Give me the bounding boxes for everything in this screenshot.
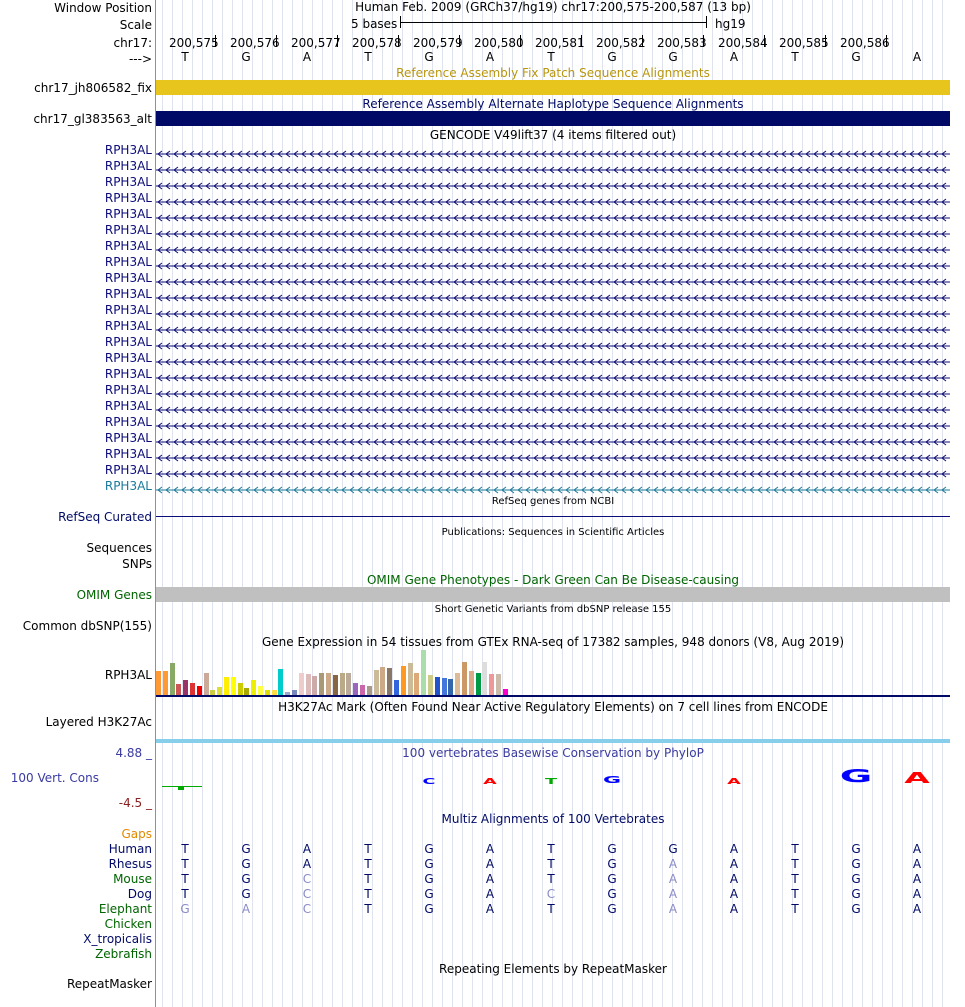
reference-base: G — [241, 50, 251, 64]
gtex-tissue-bar[interactable] — [367, 686, 372, 695]
reference-base: T — [791, 50, 799, 64]
ruler-position-label: 200,578 — [352, 36, 402, 50]
multiz-aligned-base: A — [485, 902, 495, 916]
multiz-aligned-base: C — [302, 902, 312, 916]
gtex-tissue-bar[interactable] — [455, 673, 460, 695]
refseq-title: RefSeq genes from NCBI — [491, 496, 615, 507]
multiz-aligned-base: T — [181, 872, 189, 886]
multiz-species-label[interactable]: Zebrafish — [95, 947, 152, 961]
fix-patch-title: Reference Assembly Fix Patch Sequence Alignments — [396, 66, 710, 80]
gencode-item-label[interactable]: RPH3AL — [104, 383, 152, 397]
ruler-position-label: 200,585 — [779, 36, 829, 50]
gencode-item-label[interactable]: RPH3AL — [104, 367, 152, 381]
gencode-item-label[interactable]: RPH3AL — [104, 447, 152, 461]
gencode-item-label[interactable]: RPH3AL — [104, 207, 152, 221]
gtex-tissue-bar[interactable] — [414, 673, 419, 695]
multiz-aligned-base: G — [180, 902, 190, 916]
gtex-tissue-bar[interactable] — [224, 677, 229, 695]
ruler-position-label: 200,582 — [596, 36, 646, 50]
gtex-tissue-bar[interactable] — [380, 667, 385, 695]
phylop-title: 100 vertebrates Basewise Conservation by PhyloP — [402, 746, 704, 760]
multiz-aligned-base: T — [547, 902, 555, 916]
gtex-tissue-bar[interactable] — [156, 671, 161, 695]
multiz-aligned-base: T — [547, 842, 555, 856]
gtex-tissue-bar[interactable] — [448, 679, 453, 695]
publications-label-sequences[interactable]: Sequences — [86, 541, 152, 555]
strand-label: ---> — [128, 52, 152, 66]
multiz-aligned-base: A — [302, 857, 312, 871]
db-label: hg19 — [715, 17, 746, 31]
multiz-aligned-base: G — [851, 857, 861, 871]
multiz-aligned-base: C — [302, 872, 312, 886]
phylop-base-letter: A — [727, 777, 741, 786]
phylop-base-letter: A — [904, 769, 930, 787]
gencode-item-label[interactable]: RPH3AL — [104, 287, 152, 301]
multiz-aligned-base: G — [851, 887, 861, 901]
scale-bar-left-cap — [400, 16, 401, 28]
reference-base: G — [424, 50, 434, 64]
multiz-aligned-base: T — [791, 887, 799, 901]
multiz-aligned-base: A — [485, 842, 495, 856]
multiz-aligned-base: C — [546, 887, 556, 901]
gtex-tissue-bar[interactable] — [244, 688, 249, 695]
gencode-transcript-row[interactable] — [156, 147, 950, 155]
gencode-item-label[interactable]: RPH3AL — [104, 191, 152, 205]
multiz-aligned-base: G — [424, 902, 434, 916]
multiz-aligned-base: A — [668, 872, 678, 886]
multiz-aligned-base: G — [424, 857, 434, 871]
multiz-title: Multiz Alignments of 100 Vertebrates — [441, 812, 665, 826]
multiz-aligned-base: T — [791, 842, 799, 856]
multiz-aligned-base: T — [364, 887, 372, 901]
multiz-aligned-base: G — [424, 842, 434, 856]
ruler-position-label: 200,580 — [474, 36, 524, 50]
phylop-base-letter: C — [422, 777, 436, 786]
alt-haplotype-track-label[interactable]: chr17_gl383563_alt — [33, 112, 152, 126]
gencode-transcript-row[interactable] — [156, 483, 950, 491]
multiz-aligned-base: T — [181, 842, 189, 856]
multiz-aligned-base: G — [668, 842, 678, 856]
h3k27ac-title: H3K27Ac Mark (Often Found Near Active Regulatory Elements) on 7 cell lines from ENCODE — [278, 700, 828, 714]
multiz-aligned-base: A — [912, 857, 922, 871]
gencode-transcript-row[interactable] — [156, 211, 950, 219]
gtex-track-label[interactable]: RPH3AL — [104, 668, 152, 682]
scale-label: Scale — [119, 18, 152, 32]
multiz-aligned-base: C — [302, 887, 312, 901]
gtex-tissue-bar[interactable] — [428, 675, 433, 695]
phylop-base-letter: T — [544, 777, 558, 786]
reference-base: T — [181, 50, 189, 64]
gencode-transcript-row[interactable] — [156, 227, 950, 235]
reference-base: G — [851, 50, 861, 64]
gencode-title: GENCODE V49lift37 (4 items filtered out) — [429, 128, 677, 142]
multiz-aligned-base: A — [729, 887, 739, 901]
scale-text: 5 bases — [351, 17, 398, 31]
gencode-transcript-row[interactable] — [156, 371, 950, 379]
gencode-item-label[interactable]: RPH3AL — [104, 415, 152, 429]
gencode-item-label[interactable]: RPH3AL — [104, 431, 152, 445]
multiz-aligned-base: G — [607, 902, 617, 916]
gtex-tissue-bar[interactable] — [299, 673, 304, 695]
refseq-gene-line[interactable] — [156, 516, 950, 517]
multiz-species-label[interactable]: Elephant — [98, 902, 152, 916]
multiz-aligned-base: A — [729, 872, 739, 886]
gtex-tissue-bar[interactable] — [469, 671, 474, 695]
gencode-item-label[interactable]: RPH3AL — [104, 399, 152, 413]
reference-base: T — [547, 50, 555, 64]
multiz-aligned-base: T — [791, 872, 799, 886]
multiz-species-label[interactable]: Chicken — [104, 917, 152, 931]
multiz-aligned-base: A — [485, 857, 495, 871]
multiz-aligned-base: A — [912, 872, 922, 886]
gtex-tissue-bar[interactable] — [312, 676, 317, 695]
fix-patch-track-label[interactable]: chr17_jh806582_fix — [34, 81, 152, 95]
gtex-title: Gene Expression in 54 tissues from GTEx RNA-seq of 17382 samples, 948 donors (V8, Aug 2019) — [261, 635, 845, 649]
gtex-tissue-bar[interactable] — [217, 687, 222, 695]
multiz-aligned-base: T — [364, 872, 372, 886]
gtex-tissue-bar[interactable] — [258, 686, 263, 695]
gencode-transcript-row[interactable] — [156, 387, 950, 395]
gencode-item-label[interactable]: RPH3AL — [104, 463, 152, 477]
multiz-aligned-base: T — [547, 872, 555, 886]
reference-base: A — [302, 50, 312, 64]
ruler-position-label: 200,577 — [291, 36, 341, 50]
multiz-aligned-base: G — [241, 872, 251, 886]
multiz-species-label[interactable]: Dog — [127, 887, 152, 901]
multiz-aligned-base: A — [912, 887, 922, 901]
window-position-label: Window Position — [54, 1, 152, 15]
gtex-tissue-bar[interactable] — [408, 663, 413, 695]
multiz-aligned-base: A — [302, 842, 312, 856]
multiz-aligned-base: A — [668, 857, 678, 871]
multiz-aligned-base: T — [181, 887, 189, 901]
gencode-transcript-row[interactable] — [156, 243, 950, 251]
multiz-aligned-base: G — [424, 872, 434, 886]
gencode-transcript-row[interactable] — [156, 451, 950, 459]
repeatmasker-track-label[interactable]: RepeatMasker — [66, 977, 152, 991]
gtex-tissue-bar[interactable] — [176, 684, 181, 695]
gtex-tissue-bar[interactable] — [190, 683, 195, 695]
gtex-tissue-bar[interactable] — [462, 662, 467, 695]
gtex-tissue-bar[interactable] — [163, 671, 168, 695]
reference-base: G — [668, 50, 678, 64]
gencode-transcript-row[interactable] — [156, 419, 950, 427]
multiz-aligned-base: A — [485, 872, 495, 886]
gencode-transcript-row[interactable] — [156, 291, 950, 299]
multiz-species-label[interactable]: Mouse — [113, 872, 152, 886]
gtex-tissue-bar[interactable] — [353, 683, 358, 695]
ruler-position-label: 200,575 — [169, 36, 219, 50]
ruler-position-label: 200,584 — [718, 36, 768, 50]
reference-base: A — [912, 50, 922, 64]
multiz-aligned-base: T — [364, 902, 372, 916]
gtex-tissue-bar[interactable] — [306, 674, 311, 695]
gtex-tissue-bar[interactable] — [482, 662, 487, 695]
track-labels-panel — [0, 0, 155, 1007]
h3k27ac-signal[interactable] — [156, 739, 950, 743]
gencode-transcript-row[interactable] — [156, 195, 950, 203]
refseq-track-label[interactable]: RefSeq Curated — [58, 510, 152, 524]
alt-haplotype-bar[interactable] — [156, 111, 950, 126]
gencode-item-label[interactable]: RPH3AL — [104, 271, 152, 285]
gtex-tissue-bar[interactable] — [340, 673, 345, 695]
repeatmasker-title: Repeating Elements by RepeatMasker — [439, 962, 667, 976]
multiz-aligned-base: G — [851, 872, 861, 886]
reference-base: A — [729, 50, 739, 64]
track-image-area[interactable] — [156, 0, 950, 1007]
gtex-tissue-bar[interactable] — [489, 674, 494, 695]
gencode-item-label[interactable]: RPH3AL — [104, 223, 152, 237]
gtex-tissue-bar[interactable] — [421, 650, 426, 695]
gtex-tissue-bar[interactable] — [496, 674, 501, 695]
phylop-min-label: -4.5 _ — [118, 796, 152, 810]
gtex-tissue-bar[interactable] — [333, 675, 338, 695]
gtex-tissue-bar[interactable] — [204, 673, 209, 695]
dbsnp-track-label[interactable]: Common dbSNP(155) — [22, 619, 152, 633]
omim-track-label[interactable]: OMIM Genes — [76, 588, 152, 602]
gtex-tissue-bar[interactable] — [394, 680, 399, 695]
alt-haplotype-title: Reference Assembly Alternate Haplotype Sequence Alignments — [362, 97, 744, 111]
phylop-base-letter: G — [839, 766, 873, 787]
multiz-aligned-base: T — [364, 842, 372, 856]
gtex-tissue-bar[interactable] — [360, 685, 365, 695]
ruler-position-label: 200,586 — [840, 36, 890, 50]
gencode-item-label[interactable]: RPH3AL — [104, 351, 152, 365]
gencode-item-label[interactable]: RPH3AL — [104, 159, 152, 173]
scale-bar-right-cap — [706, 16, 707, 28]
multiz-species-label[interactable]: X_tropicalis — [83, 932, 152, 946]
ruler-position-label: 200,576 — [230, 36, 280, 50]
gtex-tissue-bar[interactable] — [442, 678, 447, 695]
reference-base: A — [485, 50, 495, 64]
gencode-item-label[interactable]: RPH3AL — [104, 303, 152, 317]
multiz-aligned-base: G — [607, 857, 617, 871]
multiz-aligned-base: A — [912, 842, 922, 856]
gtex-tissue-bar[interactable] — [435, 677, 440, 695]
chrom-label: chr17: — [113, 36, 152, 50]
multiz-aligned-base: A — [912, 902, 922, 916]
phylop-neg-mark — [178, 786, 184, 790]
fix-patch-bar[interactable] — [156, 80, 950, 95]
gencode-item-label[interactable]: RPH3AL — [104, 175, 152, 189]
gtex-tissue-bar[interactable] — [401, 666, 406, 695]
phylop-base-letter: G — [602, 775, 622, 786]
multiz-aligned-base: A — [729, 842, 739, 856]
gencode-item-label[interactable]: RPH3AL — [104, 143, 152, 157]
multiz-aligned-base: G — [851, 902, 861, 916]
omim-bar[interactable] — [156, 587, 950, 602]
multiz-aligned-base: T — [364, 857, 372, 871]
gtex-tissue-bar[interactable] — [374, 670, 379, 695]
gencode-transcript-row[interactable] — [156, 467, 950, 475]
gtex-tissue-bar[interactable] — [387, 668, 392, 695]
publications-title: Publications: Sequences in Scientific Articles — [441, 527, 665, 538]
multiz-aligned-base: G — [241, 857, 251, 871]
multiz-aligned-base: T — [547, 857, 555, 871]
multiz-aligned-base: G — [851, 842, 861, 856]
publications-label-snps[interactable]: SNPs — [122, 557, 152, 571]
gencode-item-label[interactable]: RPH3AL — [104, 335, 152, 349]
gtex-baseline — [156, 695, 950, 697]
multiz-aligned-base: G — [424, 887, 434, 901]
gtex-tissue-bar[interactable] — [326, 673, 331, 695]
gencode-transcript-row[interactable] — [156, 163, 950, 171]
reference-base: G — [607, 50, 617, 64]
gtex-tissue-bar[interactable] — [319, 673, 324, 695]
multiz-aligned-base: A — [729, 857, 739, 871]
multiz-species-label[interactable]: Human — [108, 842, 152, 856]
gencode-item-label[interactable]: RPH3AL — [104, 319, 152, 333]
multiz-aligned-base: G — [607, 872, 617, 886]
omim-title: OMIM Gene Phenotypes - Dark Green Can Be Disease-causing — [366, 573, 740, 587]
gencode-transcript-row[interactable] — [156, 403, 950, 411]
gencode-item-label[interactable]: RPH3AL — [104, 239, 152, 253]
gtex-expression-bars[interactable] — [156, 650, 556, 695]
ruler-position-label: 200,581 — [535, 36, 585, 50]
gtex-tissue-bar[interactable] — [278, 669, 283, 695]
gencode-transcript-row[interactable] — [156, 355, 950, 363]
gtex-tissue-bar[interactable] — [170, 663, 175, 695]
gtex-tissue-bar[interactable] — [197, 686, 202, 695]
multiz-species-label[interactable]: Rhesus — [108, 857, 152, 871]
multiz-aligned-base: G — [241, 887, 251, 901]
multiz-aligned-base: A — [668, 887, 678, 901]
gencode-transcript-row[interactable] — [156, 339, 950, 347]
gencode-transcript-row[interactable] — [156, 307, 950, 315]
phylop-track-label[interactable]: 100 Vert. Cons — [10, 771, 99, 785]
dbsnp-title: Short Genetic Variants from dbSNP release 155 — [434, 604, 672, 615]
phylop-max-label: 4.88 _ — [115, 746, 152, 760]
multiz-aligned-base: G — [241, 842, 251, 856]
gtex-tissue-bar[interactable] — [238, 683, 243, 695]
gtex-tissue-bar[interactable] — [183, 680, 188, 695]
gencode-transcript-row[interactable] — [156, 179, 950, 187]
gtex-tissue-bar[interactable] — [231, 677, 236, 695]
gtex-tissue-bar[interactable] — [251, 680, 256, 695]
scale-bar — [400, 22, 707, 23]
gencode-transcript-row[interactable] — [156, 275, 950, 283]
gencode-item-label[interactable]: RPH3AL — [104, 479, 152, 493]
gtex-tissue-bar[interactable] — [346, 673, 351, 695]
ruler-position-label: 200,583 — [657, 36, 707, 50]
gencode-transcript-row[interactable] — [156, 435, 950, 443]
gencode-transcript-row[interactable] — [156, 259, 950, 267]
phylop-base-letter: A — [483, 777, 497, 786]
multiz-aligned-base: A — [241, 902, 251, 916]
reference-base: T — [364, 50, 372, 64]
h3k27ac-track-label[interactable]: Layered H3K27Ac — [45, 715, 152, 729]
multiz-aligned-base: T — [791, 902, 799, 916]
multiz-aligned-base: A — [485, 887, 495, 901]
gencode-transcript-row[interactable] — [156, 323, 950, 331]
assembly-position-title: Human Feb. 2009 (GRCh37/hg19) chr17:200,575-200,587 (13 bp) — [355, 0, 751, 14]
multiz-aligned-base: A — [668, 902, 678, 916]
multiz-gaps-label: Gaps — [121, 827, 152, 841]
ruler-position-label: 200,579 — [413, 36, 463, 50]
multiz-aligned-base: T — [181, 857, 189, 871]
multiz-aligned-base: A — [729, 902, 739, 916]
multiz-aligned-base: T — [791, 857, 799, 871]
gtex-tissue-bar[interactable] — [476, 673, 481, 695]
multiz-aligned-base: G — [607, 887, 617, 901]
multiz-aligned-base: G — [607, 842, 617, 856]
gencode-item-label[interactable]: RPH3AL — [104, 255, 152, 269]
